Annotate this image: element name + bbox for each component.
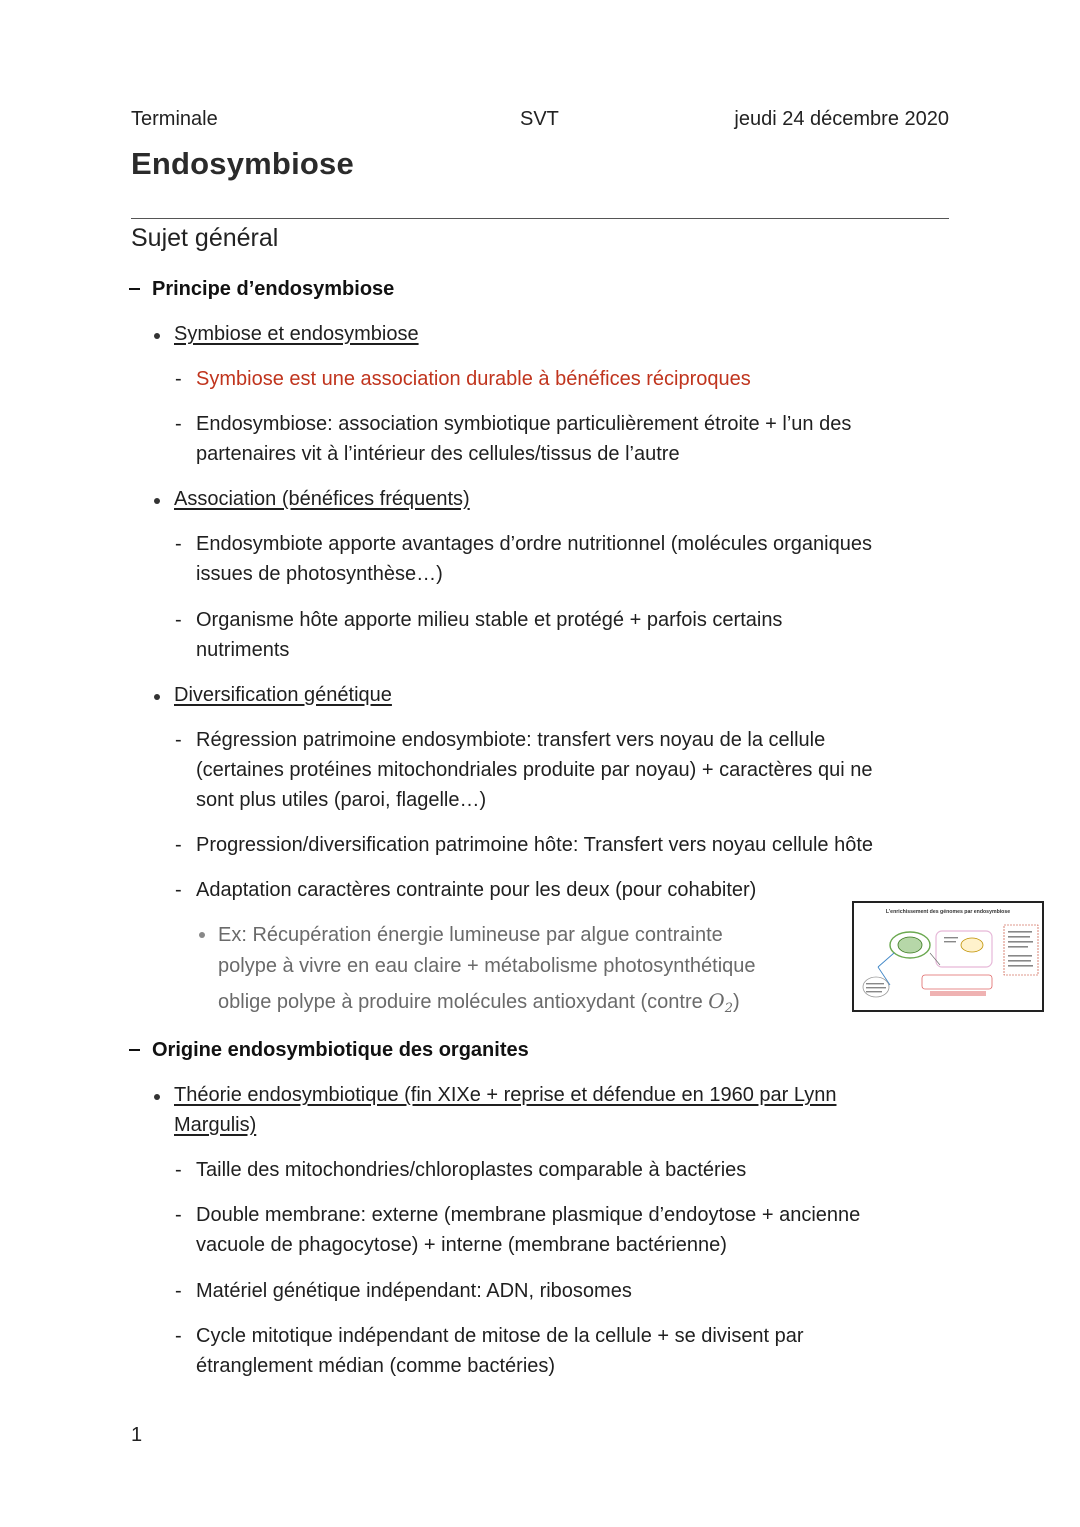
list-item-line: Double membrane: externe (membrane plasmique d’endoytose + ancienne (196, 1204, 861, 1226)
bullet-icon (154, 694, 160, 700)
page-number: 1 (131, 1424, 143, 1446)
page-title: Endosymbiose (131, 146, 354, 181)
dash-icon: - (175, 834, 182, 856)
bullet-icon (199, 932, 205, 938)
dash-icon: - (175, 1280, 182, 1302)
o2-formula: $O_2$ (708, 989, 733, 1016)
diagram-caption: L’enrichissement des génomes par endosymbiose (885, 909, 1011, 915)
list-item-line: Matériel génétique indépendant: ADN, ribosomes (196, 1280, 632, 1302)
endosymbiosis-diagram-thumbnail (852, 901, 1044, 1012)
topic-label: Théorie endosymbiotique (fin XIXe + reprise et défendue en 1960 par Lynn (174, 1084, 837, 1106)
dash-icon: - (175, 368, 182, 390)
list-item-line: Régression patrimoine endosymbiote: transfert vers noyau de la cellule (196, 729, 826, 751)
bullet-icon (154, 498, 160, 504)
dash-icon: - (175, 413, 182, 435)
list-item-line: Organisme hôte apporte milieu stable et protégé + parfois certains (196, 609, 783, 631)
dash-icon: - (175, 1159, 182, 1181)
list-item-line: Adaptation caractères contrainte pour les deux (pour cohabiter) (196, 879, 757, 901)
list-item-line: Endosymbiose: association symbiotique particulièrement étroite + l’un des (196, 413, 852, 435)
example-line: polype à vivre en eau claire + métabolisme photosynthétique (218, 955, 756, 977)
dash-icon: - (175, 609, 182, 631)
section-heading: Origine endosymbiotique des organites (152, 1039, 529, 1061)
bullet-icon (154, 1094, 160, 1100)
list-item-line: (certaines protéines mitochondriales produite par noyau) + caractères qui ne (196, 759, 873, 781)
list-item-line: nutriments (196, 639, 290, 661)
list-item-line: Endosymbiote apporte avantages d’ordre nutritionnel (molécules organiques (196, 533, 872, 555)
header-level: Terminale (131, 108, 218, 130)
list-item-line: Cycle mitotique indépendant de mitose de la cellule + se divisent par (196, 1325, 804, 1347)
list-item-line: Progression/diversification patrimoine hôte: Transfert vers noyau cellule hôte (196, 834, 874, 856)
section-dash-icon (129, 288, 140, 290)
list-item-line: issues de photosynthèse…) (196, 563, 443, 585)
dash-icon: - (175, 1325, 182, 1347)
bullet-icon (154, 333, 160, 339)
topic-label: Symbiose et endosymbiose (174, 323, 419, 345)
topic-label: Association (bénéfices fréquents) (174, 488, 470, 510)
section-dash-icon (129, 1049, 140, 1051)
topic-label: Diversification génétique (174, 684, 392, 706)
list-item-line: étranglement médian (comme bactéries) (196, 1355, 556, 1377)
section-heading: Principe d’endosymbiose (152, 278, 395, 300)
example-line-text: oblige polype à produire molécules antioxydant (contre (218, 991, 709, 1013)
list-item-line: partenaires vit à l’intérieur des cellules/tissus de l’autre (196, 443, 680, 465)
example-line: Ex: Récupération énergie lumineuse par algue contrainte (218, 924, 723, 946)
header-date: jeudi 24 décembre 2020 (734, 108, 949, 130)
header-subject: SVT (520, 108, 559, 130)
topic-label: Margulis) (174, 1114, 257, 1136)
title-divider (131, 218, 949, 219)
dash-icon: - (175, 533, 182, 555)
page-subtitle: Sujet général (131, 224, 279, 252)
page-header (131, 108, 949, 138)
example-line: oblige polype à produire molécules antioxydant (contre $O_2$) (218, 989, 740, 1016)
dash-icon: - (175, 879, 182, 901)
list-item-highlight: Symbiose est une association durable à bénéfices réciproques (196, 368, 751, 390)
list-item-line: vacuole de phagocytose) + interne (membrane bactérienne) (196, 1234, 727, 1256)
dash-icon: - (175, 1204, 182, 1226)
list-item-line: sont plus utiles (paroi, flagelle…) (196, 789, 487, 811)
dash-icon: - (175, 729, 182, 751)
diagram-illustration (854, 903, 1042, 1010)
list-item-line: Taille des mitochondries/chloroplastes comparable à bactéries (196, 1159, 747, 1181)
